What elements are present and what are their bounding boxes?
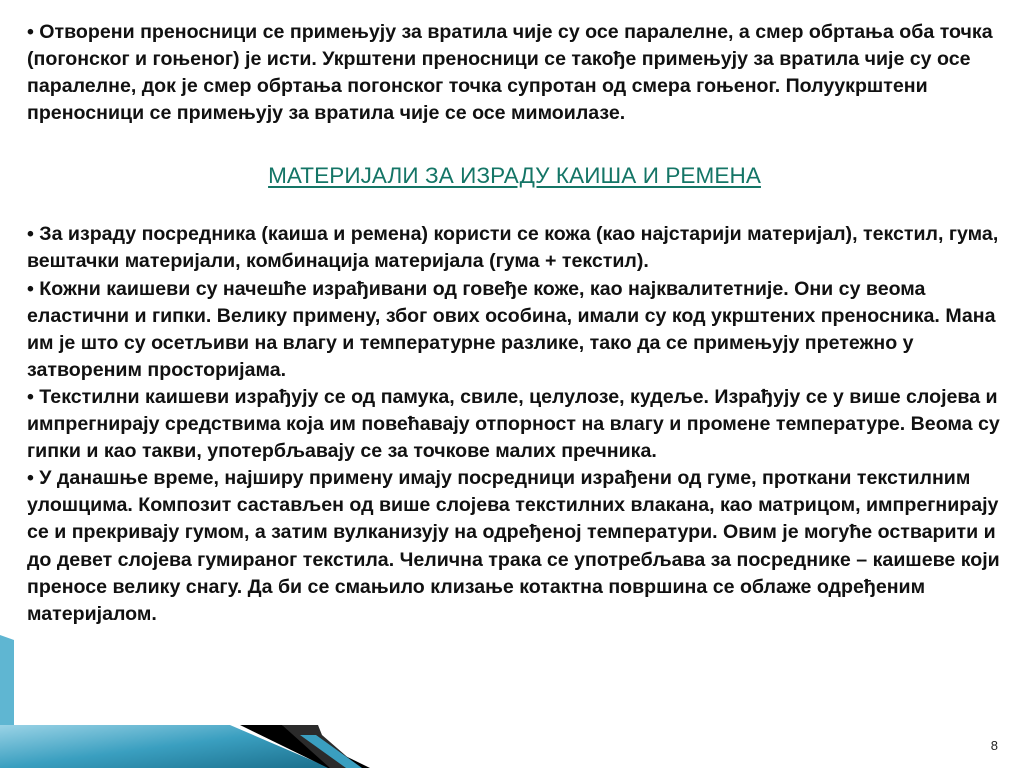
- slide-body: [27, 19, 1002, 628]
- bullet-materials: • За израду посредника (каиша и ремена) користи се кожа (као најстарији материјал), текстил, гума, вештачки материјали, комбинација материјала (гума + текстил).: [27, 223, 999, 273]
- bullet-leather-belts: • Кожни каишеви су начешће израђивани од говеђе коже, као најквалитетније. Они су веома еластични и гипки. Велику примену, због ових особина, имали су код укрштених преносника. Мана им је што су осетљиви на влагу и температурне разлике, тако да се примењују претежно у затвореним просторијама.: [27, 277, 996, 381]
- teal-wedge: [0, 635, 14, 725]
- bullet-textile-belts: • Текстилни каишеви израђују се од памука, свиле, целулозе, кудеље. Израђују се у више слојева и импрегнирају средствима која им повећавају отпорност на влагу и промене температуре. Веома су гипки и као такви, употербљавају се за точкове малих пречника.: [27, 385, 1000, 463]
- intro-paragraph: • Отворени преносници се примењују за вратила чије су осе паралелне, а смер обртања оба точка (погонског и гоњеног) је исти. Укрштени преносници се такође примењују за вратила чије су осе паралелне, док је смер обртања погонског точка супротан од смера гоњеног. Полуукрштени преносници се примењују за вратила чије се осе мимоилазе.: [27, 21, 993, 125]
- section-heading: МАТЕРИЈАЛИ ЗА ИЗРАДУ КАИША И РЕМЕНА: [268, 163, 761, 189]
- bullet-rubber-belts: • У данашње време, најширу примену имају посредници израђени од гуме, проткани текстилним улошцима. Композит састављен од више слојева текстилних влакана, као матрицом, импрегнирају се и прекривају гумом, а затим вулканизују на одређеној температури. Овим је могуће остварити и до девет слојева гумираног текстила. Челична трака се употребљава за посреднике – каишеве који преносе велику снагу. Да би се смањило клизање котактна површина се облаже одређеним материјалом.: [27, 467, 1000, 625]
- page-number: 8: [990, 738, 998, 753]
